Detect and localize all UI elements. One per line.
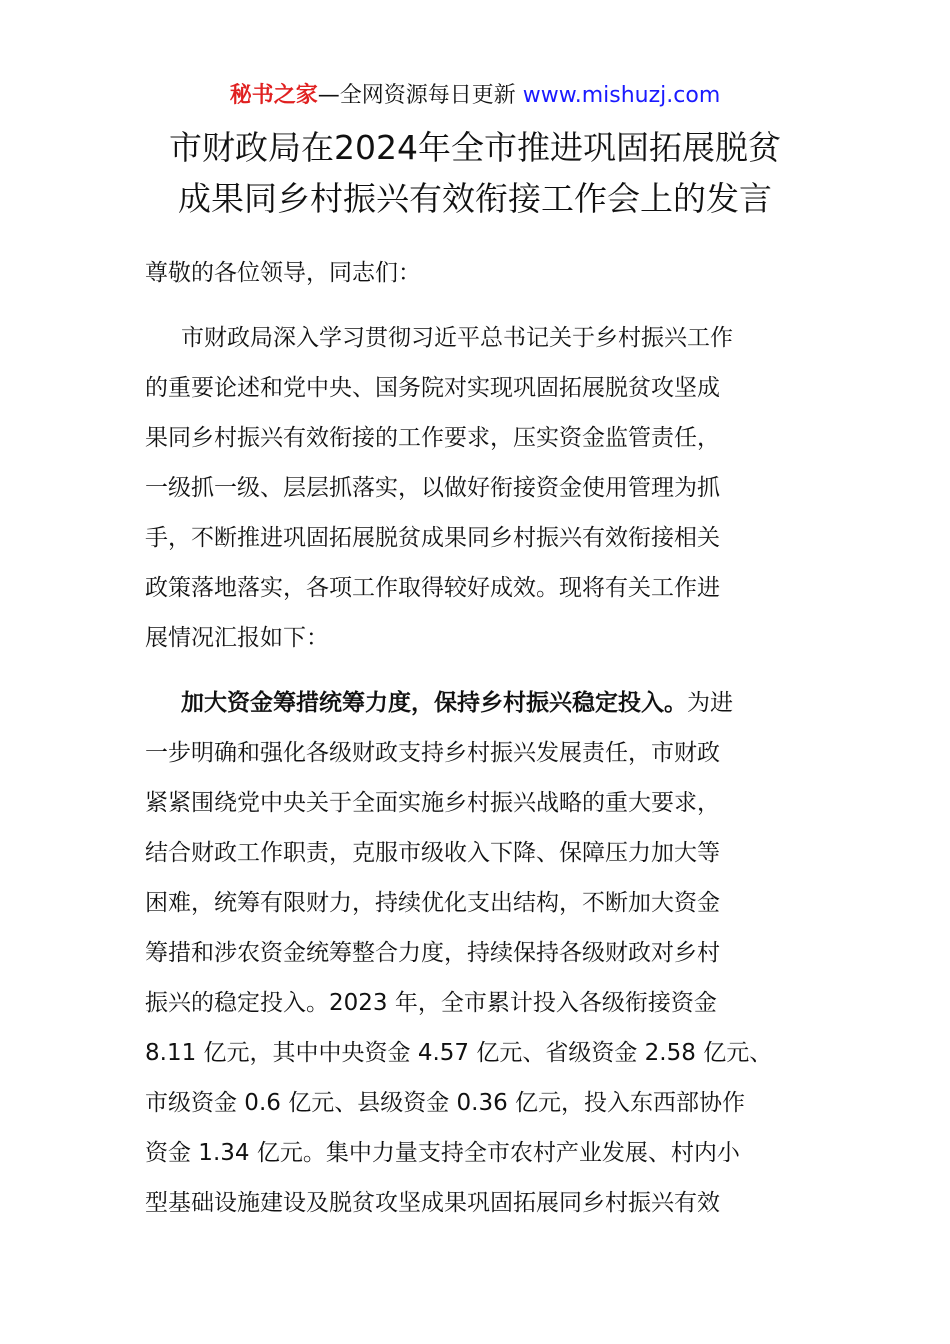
- paragraph-line: 紧紧围绕党中央关于全面实施乡村振兴战略的重大要求，: [145, 790, 720, 816]
- paragraph-line: 手，不断推进巩固拓展脱贫成果同乡村振兴有效衔接相关: [145, 525, 720, 551]
- paragraph-line: 结合财政工作职责，克服市级收入下降、保障压力加大等: [145, 840, 720, 866]
- paragraph-line: 振兴的稳定投入。2023 年，全市累计投入各级衔接资金: [145, 990, 717, 1016]
- paragraph-first-line: [145, 678, 810, 728]
- paragraph-intro: [145, 313, 810, 663]
- first-line-rest: 为进: [687, 690, 733, 716]
- paragraph-line: 果同乡村振兴有效衔接的工作要求，压实资金监管责任，: [145, 425, 720, 451]
- paragraph-line: 的重要论述和党中央、国务院对实现巩固拓展脱贫攻坚成: [145, 375, 720, 401]
- paragraph-line: 市级资金 0.6 亿元、县级资金 0.36 亿元，投入东西部协作: [145, 1090, 746, 1116]
- site-url-link[interactable]: www.mishuzj.com: [522, 83, 721, 108]
- site-tagline: —全网资源每日更新: [317, 83, 523, 108]
- paragraph-line: 一步明确和强化各级财政支持乡村振兴发展责任，市财政: [145, 740, 720, 766]
- paragraph-line: 市财政局深入学习贯彻习近平总书记关于乡村振兴工作: [181, 325, 733, 351]
- site-brand: 秘书之家: [229, 83, 318, 108]
- section-heading: 加大资金筹措统筹力度，保持乡村振兴稳定投入。: [181, 690, 687, 716]
- title-line-1: 市财政局在2024年全市推进巩固拓展脱贫: [169, 128, 781, 167]
- paragraph-line: 展情况汇报如下：: [145, 625, 329, 651]
- paragraph-line: 筹措和涉农资金统筹整合力度，持续保持各级财政对乡村: [145, 940, 720, 966]
- greeting: [145, 248, 810, 298]
- site-header: [0, 80, 950, 112]
- document-body: [145, 248, 810, 1228]
- title-line-2: 成果同乡村振兴有效衔接工作会上的发言: [178, 179, 772, 218]
- paragraph-line: 型基础设施建设及脱贫攻坚成果巩固拓展同乡村振兴有效: [145, 1190, 720, 1216]
- paragraph-line: 资金 1.34 亿元。集中力量支持全市农村产业发展、村内小: [145, 1140, 740, 1166]
- paragraph-line: 一级抓一级、层层抓落实，以做好衔接资金使用管理为抓: [145, 475, 720, 501]
- paragraph-line: 困难，统筹有限财力，持续优化支出结构，不断加大资金: [145, 890, 720, 916]
- paragraph-line: 8.11 亿元，其中中央资金 4.57 亿元、省级资金 2.58 亿元、: [145, 1040, 773, 1066]
- document-title: [60, 122, 890, 224]
- greeting-line: 尊敬的各位领导，同志们：: [145, 260, 421, 286]
- paragraph-funding: [145, 678, 810, 1228]
- paragraph-line: 政策落地落实，各项工作取得较好成效。现将有关工作进: [145, 575, 720, 601]
